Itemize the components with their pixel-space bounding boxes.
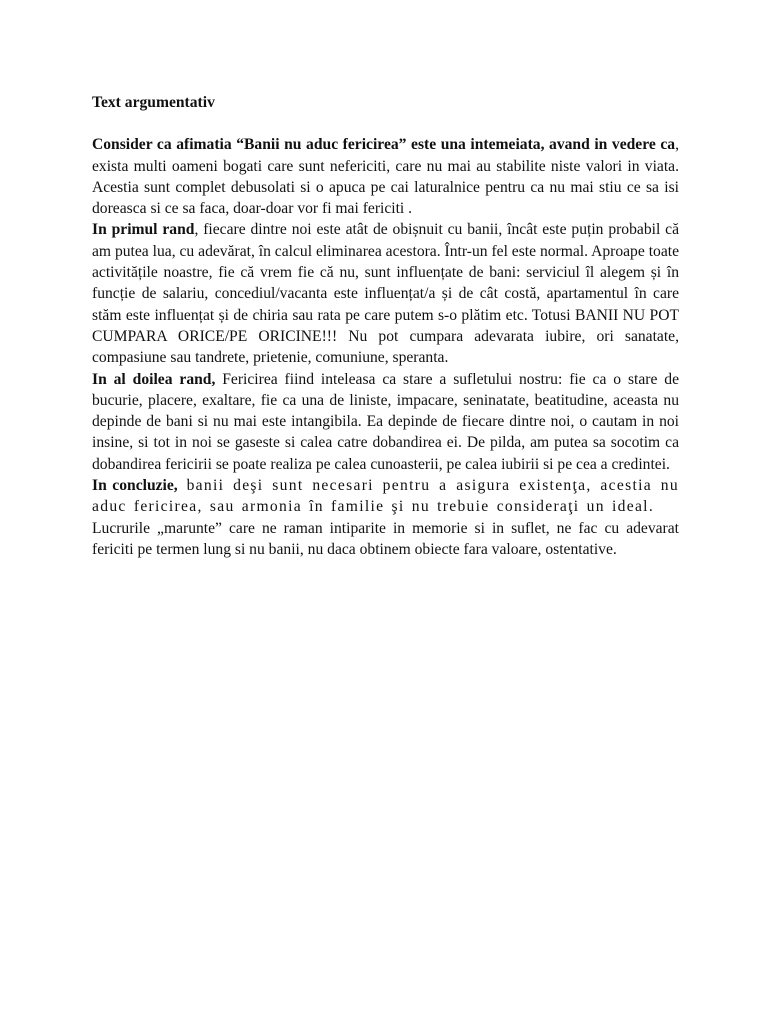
document-page — [92, 92, 679, 560]
paragraph-conclusion — [92, 475, 679, 518]
paragraph-closing-text: Lucrurile „marunte” care ne raman intiparite in memorie si in suflet, ne fac cu adevarat fericiti pe termen lung si nu banii, nu daca obtinem obiecte fara valoare, ostentative. — [92, 519, 679, 558]
paragraph-first-argument — [92, 219, 679, 368]
paragraph-intro — [92, 134, 679, 219]
paragraph-first-argument-lead: In primul rand — [92, 221, 195, 239]
paragraph-closing — [92, 518, 679, 561]
paragraph-second-argument — [92, 369, 679, 475]
paragraph-conclusion-text: banii deşi sunt necesari pentru a asigura existenţa, acestia nu aduc fericirea, sau armonia în familie şi nu trebuie consideraţi un ideal. — [92, 477, 679, 516]
paragraph-intro-text: , exista multi oameni bogati care sunt nefericiti, care nu mai au stabilite niste valori in viata. Acestia sunt complet debusolati si o apuca pe cai laturalnice pentru ca nu mai stiu ce sa isi doreasca si ce sa faca, doar-doar vor fi mai fericiti . — [92, 136, 679, 218]
paragraph-second-argument-text: Fericirea fiind inteleasa ca stare a sufletului nostru: fie ca o stare de bucurie, placere, exaltare, fie ca una de liniste, impacare, seninatate, beatitudine, aceasta nu depinde de bani si nu mai este intangibila. Ea depinde de fiecare dintre noi, o cautam in noi insine, si tot in noi se gaseste si calea catre dobandirea ei. De pilda, am putea sa socotim ca dobandirea fericirii se poate realiza pe calea cunoasterii, pe calea iubirii si pe cea a credintei. — [92, 370, 679, 473]
paragraph-first-argument-text: , fiecare dintre noi este atât de obișnuit cu banii, încât este puțin probabil că am putea lua, cu adevărat, în calcul eliminarea acestora. Într-un fel este normal. Aproape toate activitățile noastre, fie că vrem fie că nu, sunt influențate de bani: serviciul îl alegem și în funcție de salariu, concediul/vacanta este influențat/a și de cât costă, apartamentul în care stăm este influențat și de chiria sau rata pe care putem s-o plătim etc. Totusi BANII NU POT CUMPARA ORICE/PE ORICINE!!! Nu pot cumpara adevarata iubire, ori sanatate, compasiune sau tandrete, prietenie, comuniune, speranta. — [92, 221, 679, 367]
paragraph-second-argument-lead: In al doilea rand, — [92, 370, 216, 388]
paragraph-conclusion-lead: In concluzie, — [92, 477, 178, 495]
document-title: Text argumentativ — [92, 94, 215, 111]
paragraph-intro-lead: Consider ca afimatia “Banii nu aduc fericirea” este una intemeiata, avand in vedere ca — [92, 136, 676, 154]
